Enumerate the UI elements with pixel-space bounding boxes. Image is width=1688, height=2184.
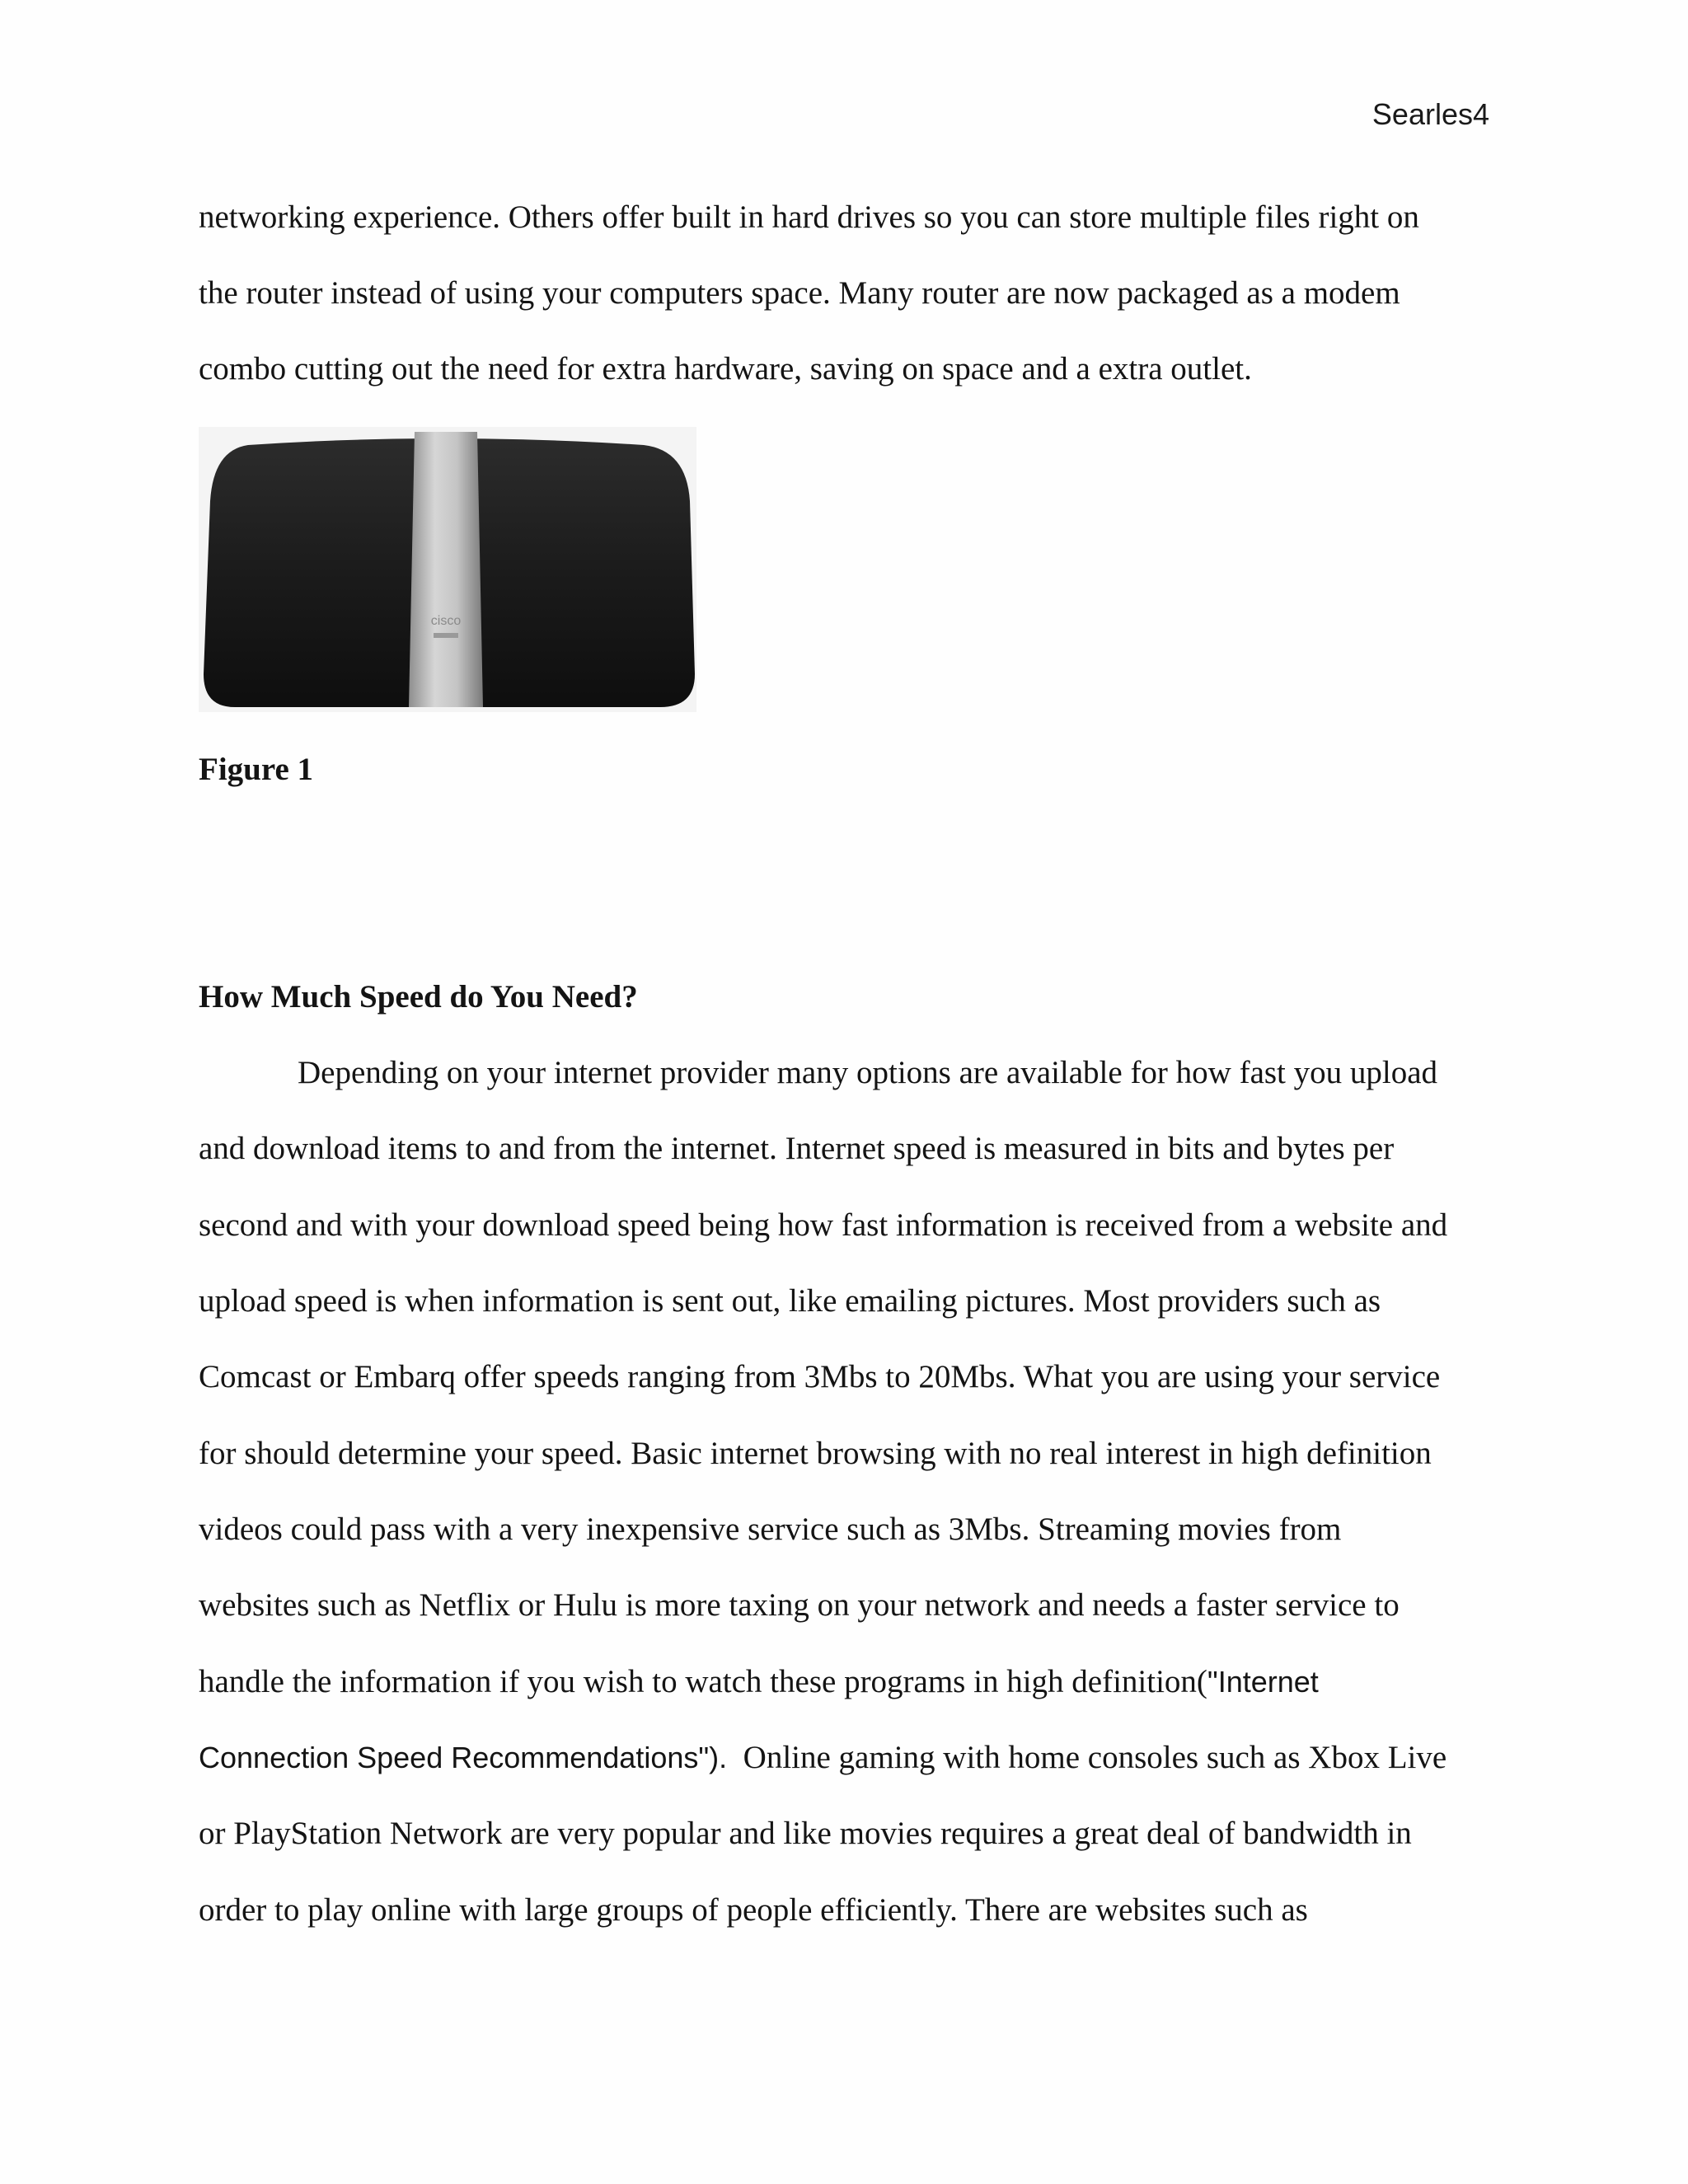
paragraph-line: Depending on your internet provider many options are available for how fast you upload <box>298 1055 1438 1090</box>
paragraph-line: or PlayStation Network are very popular and like movies requires a great deal of bandwidth in <box>199 1816 1412 1851</box>
paragraph-line: and download items to and from the internet. Internet speed is measured in bits and bytes per <box>199 1131 1395 1166</box>
router-figure-image <box>199 427 696 712</box>
paragraph-line: combo cutting out the need for extra hardware, saving on space and a extra outlet. <box>199 351 1252 387</box>
paragraph-line: videos could pass with a very inexpensive service such as 3Mbs. Streaming movies from <box>199 1511 1342 1547</box>
line-text: handle the information if you wish to watch these programs in high definition( <box>199 1664 1207 1699</box>
paragraph-line: Comcast or Embarq offer speeds ranging from 3Mbs to 20Mbs. What you are using your service <box>199 1359 1441 1394</box>
paragraph-line: the router instead of using your computers space. Many router are now packaged as a modem <box>199 275 1400 311</box>
paragraph-line <box>199 1740 1447 1776</box>
page-header: Searles4 <box>1372 97 1489 131</box>
cisco-logo: cisco <box>430 614 462 628</box>
paragraph-line: networking experience. Others offer built in hard drives so you can store multiple files right on <box>199 199 1419 235</box>
paragraph-line: upload speed is when information is sent out, like emailing pictures. Most providers such as <box>199 1283 1381 1319</box>
line-text: Online gaming with home consoles such as Xbox Live <box>727 1740 1447 1775</box>
paragraph-line: websites such as Netflix or Hulu is more taxing on your network and needs a faster service to <box>199 1587 1400 1623</box>
citation-text: Connection Speed Recommendations"). <box>199 1741 728 1774</box>
paragraph-line: for should determine your speed. Basic internet browsing with no real interest in high definition <box>199 1436 1432 1471</box>
paragraph-line: second and with your download speed being how fast information is received from a website and <box>199 1207 1448 1243</box>
figure-caption: Figure 1 <box>199 752 314 787</box>
router-illustration <box>199 427 696 712</box>
section-heading: How Much Speed do You Need? <box>199 979 638 1015</box>
paragraph-line <box>199 1664 1319 1700</box>
citation-text: "Internet <box>1207 1665 1319 1699</box>
paragraph-line: order to play online with large groups of people efficiently. There are websites such as <box>199 1892 1308 1928</box>
